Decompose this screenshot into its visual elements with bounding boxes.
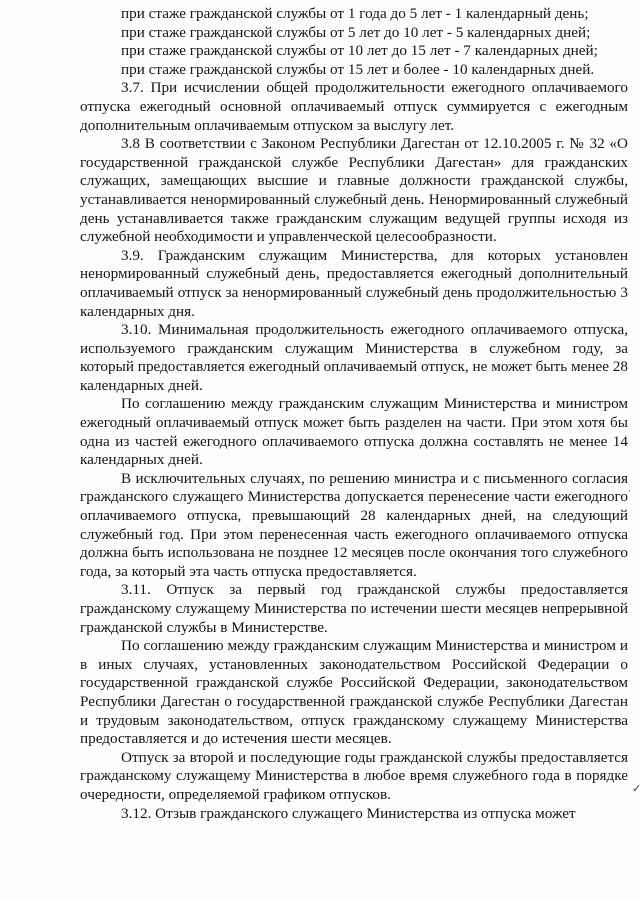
document-body: [80, 5, 628, 823]
paragraph-3-7: 3.7. При исчислении общей продолжительности ежегодного оплачиваемого отпуска ежегодный основной оплачиваемый отпуск суммируется с ежегодным дополнительным оплачиваемым отпуском за выслугу лет.: [80, 79, 628, 134]
scan-speck: ·: [628, 487, 631, 497]
paragraph-agreement-split: По соглашению между гражданским служащим Министерства и министром ежегодный оплачиваемый отпуск может быть разделен на части. При этом хотя бы одна из частей ежегодного оплачиваемого отпуска должна составлять не менее 14 календарных дней.: [80, 395, 628, 469]
list-item: при стаже гражданской службы от 1 года до 5 лет - 1 календарный день;: [121, 5, 589, 22]
paragraph-3-9: 3.9. Гражданским служащим Министерства, для которых установлен ненормированный служебный день, предоставляется ежегодный дополнительный оплачиваемый отпуск за ненормированный служебный день продолжительностью 3 календарных дня.: [80, 246, 628, 320]
paragraph-3-8: 3.8 В соответствии с Законом Республики Дагестан от 12.10.2005 г. № 32 «О государственной гражданской службе Республики Дагестан» для гражданских служащих, замещающих высшие и главные должности гражданской службы, устанавливается ненормированный служебный день. Ненормированный служебный день устанавливается также гражданским служащим ведущей группы исходя из служебной необходимости и управленческой целесообразности.: [80, 135, 628, 246]
paragraph-subsequent-years: Отпуск за второй и последующие годы гражданской службы предоставляется гражданскому служащему Министерства в любое время служебного года в порядке очередности, определяемой графиком отпусков.: [80, 748, 628, 803]
paragraph-agreement-early: По соглашению между гражданским служащим Министерства и министром и в иных случаях, установленных законодательством Российской Федерации о государственной гражданской службе Российской Федерации, законодательством Республики Дагестан о государственной гражданской службе Республики Дагестан и трудовым законодательством, отпуск гражданскому служащему Министерства предоставляется и до истечения шести месяцев.: [80, 637, 628, 748]
list-item: при стаже гражданской службы от 15 лет и более - 10 календарных дней.: [121, 60, 595, 78]
paragraph-3-12: 3.12. Отзыв гражданского служащего Министерства из отпуска может: [121, 804, 576, 822]
list-item: при стаже гражданской службы от 10 лет до 15 лет - 7 календарных дней;: [121, 42, 598, 60]
scan-speck: ✓: [632, 782, 641, 795]
paragraph-3-11: 3.11. Отпуск за первый год гражданской службы предоставляется гражданскому служащему Министерства по истечении шести месяцев непрерывной гражданской службы в Министерстве.: [80, 581, 628, 636]
list-item: при стаже гражданской службы от 5 лет до 10 лет - 5 календарных дней;: [121, 23, 591, 41]
paragraph-exceptional-cases: В исключительных случаях, по решению министра и с письменного согласия гражданского служащего Министерства допускается перенесение части ежегодного оплачиваемого отпуска, превышающий 28 календарных дней, на следующий служебный год. При этом перенесенная часть ежегодного оплачиваемого отпуска должна быть использована не позднее 12 месяцев после окончания того служебного года, за который эта часть отпуска предоставляется.: [80, 469, 628, 580]
paragraph-3-10: 3.10. Минимальная продолжительность ежегодного оплачиваемого отпуска, используемого гражданским служащим Министерства в служебном году, за который предоставляется ежегодный оплачиваемый отпуск, не может быть менее 28 календарных дней.: [80, 321, 628, 394]
